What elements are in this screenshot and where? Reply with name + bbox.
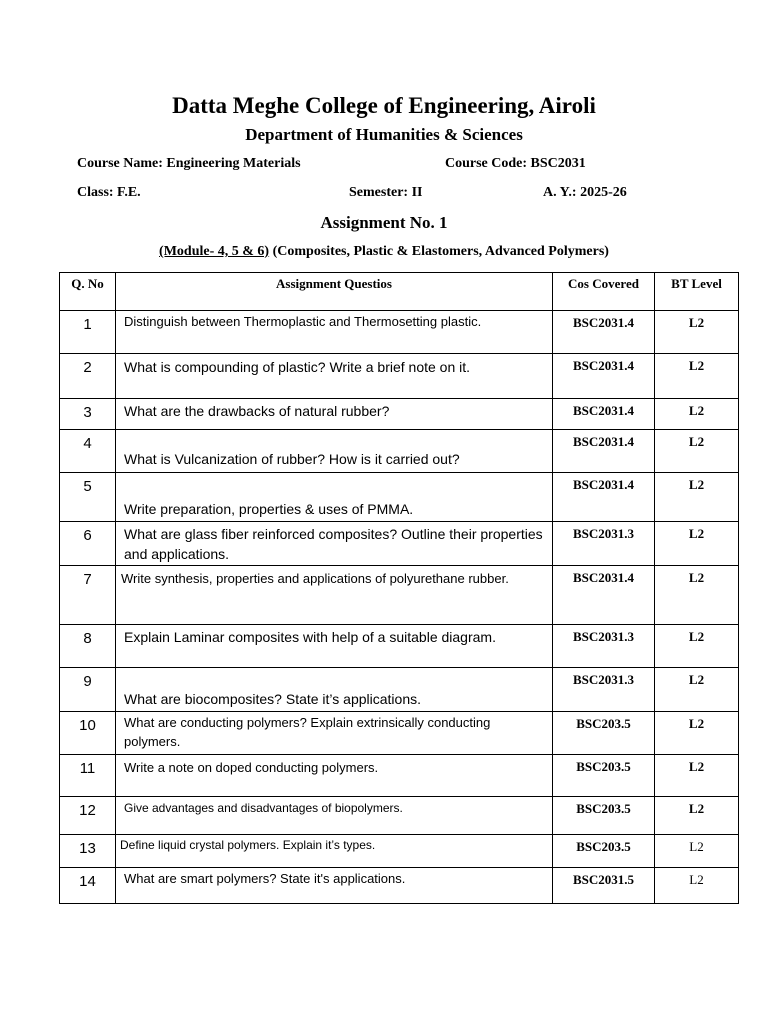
question-number: 5 xyxy=(60,473,116,522)
table-row xyxy=(60,668,739,712)
table-row xyxy=(60,311,739,354)
question-number: 2 xyxy=(60,354,116,399)
table-row xyxy=(60,566,739,625)
question-text: What is compounding of plastic? Write a brief note on it. xyxy=(116,354,553,399)
co-covered: BSC203.5 xyxy=(553,712,655,755)
course-code: Course Code: BSC2031 xyxy=(445,156,586,171)
module-label: (Module- 4, 5 & 6) xyxy=(159,244,270,259)
co-covered: BSC2031.4 xyxy=(553,399,655,430)
bt-level: L2 xyxy=(655,755,739,797)
question-number: 6 xyxy=(60,522,116,566)
assignment-table xyxy=(59,272,739,904)
question-text: Write synthesis, properties and applications of polyurethane rubber. xyxy=(116,566,553,625)
question-text: Explain Laminar composites with help of a suitable diagram. xyxy=(116,625,553,668)
table-row xyxy=(60,755,739,797)
question-text: What are biocomposites? State it’s applications. xyxy=(116,668,553,712)
co-covered: BSC2031.4 xyxy=(553,354,655,399)
question-number: 13 xyxy=(60,835,116,868)
question-number: 10 xyxy=(60,712,116,755)
bt-level: L2 xyxy=(655,712,739,755)
question-text: What is Vulcanization of rubber? How is it carried out? xyxy=(116,430,553,473)
header-cos: Cos Covered xyxy=(553,273,655,311)
question-number: 7 xyxy=(60,566,116,625)
bt-level: L2 xyxy=(655,668,739,712)
co-covered: BSC2031.5 xyxy=(553,868,655,904)
semester-label: Semester: II xyxy=(349,185,423,200)
module-topics: (Composites, Plastic & Elastomers, Advanced Polymers) xyxy=(269,244,609,259)
question-text: What are smart polymers? State it's applications. xyxy=(116,868,553,904)
class-label: Class: F.E. xyxy=(77,185,141,200)
question-number: 11 xyxy=(60,755,116,797)
bt-level: L2 xyxy=(655,566,739,625)
table-row xyxy=(60,473,739,522)
question-number: 3 xyxy=(60,399,116,430)
assignment-title: Assignment No. 1 xyxy=(320,213,448,232)
question-number: 8 xyxy=(60,625,116,668)
bt-level: L2 xyxy=(655,797,739,835)
table-row xyxy=(60,797,739,835)
question-text: Give advantages and disadvantages of biopolymers. xyxy=(116,797,553,835)
table-row xyxy=(60,868,739,904)
table-row xyxy=(60,625,739,668)
question-text: Distinguish between Thermoplastic and Thermosetting plastic. xyxy=(116,311,553,354)
question-number: 12 xyxy=(60,797,116,835)
co-covered: BSC2031.4 xyxy=(553,311,655,354)
question-text: What are conducting polymers? Explain extrinsically conducting polymers. xyxy=(116,712,553,755)
bt-level: L2 xyxy=(655,430,739,473)
bt-level: L2 xyxy=(655,625,739,668)
table-row xyxy=(60,522,739,566)
question-number: 14 xyxy=(60,868,116,904)
co-covered: BSC2031.3 xyxy=(553,668,655,712)
co-covered: BSC2031.3 xyxy=(553,625,655,668)
header-qno: Q. No xyxy=(60,273,116,311)
question-number: 4 xyxy=(60,430,116,473)
department-name: Department of Humanities & Sciences xyxy=(245,125,523,144)
table-header-row xyxy=(60,273,739,311)
college-name: Datta Meghe College of Engineering, Airoli xyxy=(172,93,596,118)
bt-level: L2 xyxy=(655,868,739,904)
co-covered: BSC203.5 xyxy=(553,835,655,868)
question-text: Write a note on doped conducting polymers. xyxy=(116,755,553,797)
co-covered: BSC2031.4 xyxy=(553,473,655,522)
co-covered: BSC203.5 xyxy=(553,797,655,835)
table-row xyxy=(60,354,739,399)
question-text: What are the drawbacks of natural rubber? xyxy=(116,399,553,430)
table-row xyxy=(60,430,739,473)
co-covered: BSC2031.3 xyxy=(553,522,655,566)
module-line xyxy=(0,244,768,260)
table-row xyxy=(60,835,739,868)
co-covered: BSC2031.4 xyxy=(553,430,655,473)
table-row xyxy=(60,399,739,430)
bt-level: L2 xyxy=(655,522,739,566)
header-question: Assignment Questios xyxy=(116,273,553,311)
question-text: Define liquid crystal polymers. Explain it’s types. xyxy=(116,835,553,868)
question-text: Write preparation, properties & uses of PMMA. xyxy=(116,473,553,522)
academic-year: A. Y.: 2025-26 xyxy=(543,185,627,200)
question-text: What are glass fiber reinforced composites? Outline their properties and applications. xyxy=(116,522,553,566)
course-name: Course Name: Engineering Materials xyxy=(77,156,301,171)
header-bt: BT Level xyxy=(655,273,739,311)
bt-level: L2 xyxy=(655,473,739,522)
co-covered: BSC203.5 xyxy=(553,755,655,797)
co-covered: BSC2031.4 xyxy=(553,566,655,625)
question-number: 9 xyxy=(60,668,116,712)
bt-level: L2 xyxy=(655,311,739,354)
question-number: 1 xyxy=(60,311,116,354)
bt-level: L2 xyxy=(655,399,739,430)
bt-level: L2 xyxy=(655,835,739,868)
table-row xyxy=(60,712,739,755)
bt-level: L2 xyxy=(655,354,739,399)
